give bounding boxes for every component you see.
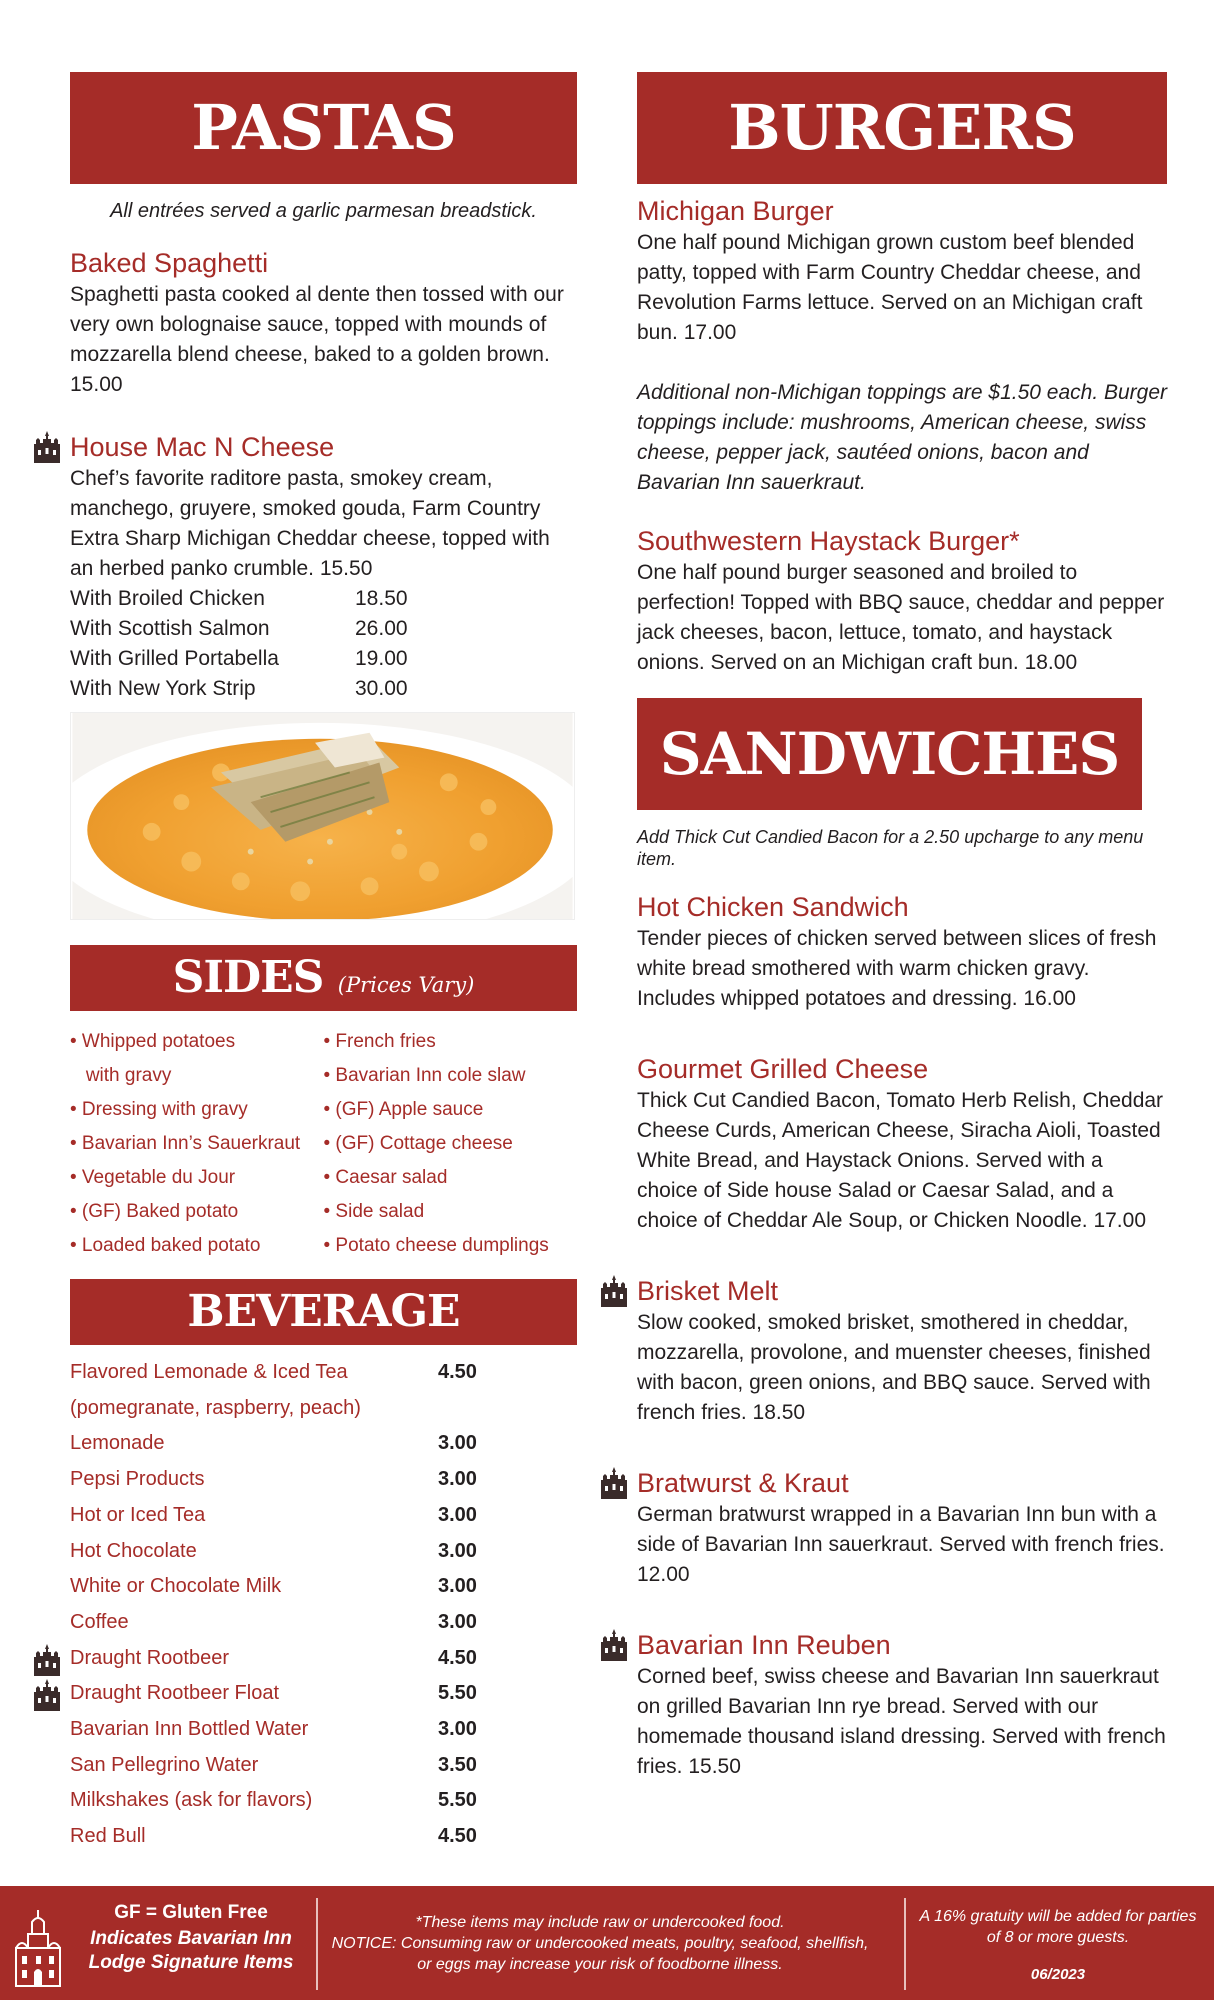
signature-tower-icon	[32, 1678, 62, 1712]
sides-heading: SIDES	[172, 952, 324, 1003]
beverage-row	[70, 1712, 577, 1748]
beverage-name: San Pellegrino Water	[70, 1753, 259, 1776]
beverage-price: 3.00	[438, 1718, 477, 1741]
menu-item	[637, 1466, 1167, 1590]
sides-list	[70, 1025, 577, 1263]
side-item: • Bavarian Inn’s Sauerkraut	[70, 1133, 301, 1154]
beverage-name: Flavored Lemonade & Iced Tea	[70, 1361, 348, 1383]
menu-item	[637, 524, 1167, 678]
beverage-price: 3.00	[438, 1503, 477, 1526]
side-item: • Potato cheese dumplings	[323, 1235, 549, 1256]
beverage-row	[70, 1641, 577, 1677]
item-description: One half pound Michigan grown custom beef blended patty, topped with Farm Country Cheddar cheese, and Revolution Farms lettuce. Served on an Michigan craft bun. 17.00	[637, 231, 1143, 344]
beverage-price: 3.00	[438, 1432, 477, 1455]
item-title-southwestern-haystack-burger: Southwestern Haystack Burger*	[637, 526, 1020, 556]
pastas-note: All entrées served a garlic parmesan breadstick.	[110, 200, 537, 222]
addon-row	[70, 584, 577, 614]
beverage-name: Milkshakes (ask for flavors)	[70, 1789, 313, 1812]
beverage-list	[70, 1355, 577, 1855]
beverage-row	[70, 1391, 577, 1427]
sides-heading-bar	[70, 945, 577, 1011]
mac-addons-list	[70, 584, 577, 704]
beverage-name: (pomegranate, raspberry, peach)	[70, 1396, 361, 1419]
beverage-price: 5.50	[438, 1682, 477, 1705]
beverage-name: Coffee	[70, 1610, 129, 1633]
beverage-row	[70, 1676, 577, 1712]
footer-gratuity-block	[918, 1906, 1198, 1985]
side-item: with gravy	[70, 1065, 172, 1086]
addon-price: 18.50	[355, 587, 408, 610]
side-item: • (GF) Apple sauce	[323, 1099, 484, 1120]
beverage-name: Bavarian Inn Bottled Water	[70, 1718, 309, 1741]
footer-legend	[76, 1898, 306, 1975]
beverage-row	[70, 1783, 577, 1819]
beverage-row	[70, 1569, 577, 1605]
beverage-price: 5.50	[438, 1789, 477, 1812]
item-title-michigan-burger: Michigan Burger	[637, 196, 834, 226]
sides-left-column	[70, 1025, 324, 1263]
signature-tower-icon	[599, 1274, 629, 1308]
beverage-price: 4.50	[438, 1646, 477, 1669]
signature-tower-icon	[32, 1643, 62, 1677]
sides-subheading: (Prices Vary)	[337, 973, 475, 997]
beverage-price: 4.50	[438, 1361, 477, 1383]
item-title-baked-spaghetti: Baked Spaghetti	[70, 248, 269, 278]
bavarian-inn-logo-icon	[12, 1908, 64, 1988]
beverage-row	[70, 1498, 577, 1534]
item-description: Chef’s favorite raditore pasta, smokey cream, manchego, gruyere, smoked gouda, Farm Country Extra Sharp Michigan Cheddar cheese, topped with an herbed panko crumble. 15.50	[70, 467, 550, 580]
menu-item	[637, 194, 1167, 348]
beverage-name: Pepsi Products	[70, 1468, 205, 1491]
side-item: • Loaded baked potato	[70, 1235, 261, 1256]
side-item: • Side salad	[323, 1201, 425, 1222]
beverage-name: Red Bull	[70, 1825, 146, 1848]
item-description: Spaghetti pasta cooked al dente then tossed with our very own bolognaise sauce, topped with mounds of mozzarella blend cheese, baked to a golden brown. 15.00	[70, 283, 564, 396]
beverage-row	[70, 1605, 577, 1641]
side-item: • Vegetable du Jour	[70, 1167, 236, 1188]
menu-item	[637, 1052, 1167, 1236]
signature-tower-icon	[599, 1466, 629, 1500]
addon-price: 19.00	[355, 647, 408, 670]
side-item: • Dressing with gravy	[70, 1099, 248, 1120]
gf-legend: GF = Gluten Free	[114, 1902, 268, 1923]
menu-item	[70, 430, 577, 584]
beverage-row	[70, 1355, 577, 1391]
addon-name: With New York Strip	[70, 677, 256, 700]
item-title-bavarian-inn-reuben: Bavarian Inn Reuben	[637, 1630, 891, 1660]
beverage-row	[70, 1819, 577, 1855]
side-item: • (GF) Baked potato	[70, 1201, 239, 1222]
footer-bar	[0, 1886, 1214, 2000]
addon-price: 26.00	[355, 617, 408, 640]
beverage-name: White or Chocolate Milk	[70, 1575, 282, 1598]
item-title-bratwurst-kraut: Bratwurst & Kraut	[637, 1468, 849, 1498]
beverage-name: Draught Rootbeer Float	[70, 1682, 280, 1705]
footer-divider	[904, 1898, 906, 1990]
sandwiches-heading: SANDWICHES	[637, 698, 1142, 810]
sandwiches-note: Add Thick Cut Candied Bacon for a 2.50 upcharge to any menu item.	[637, 827, 1144, 869]
beverage-price: 3.00	[438, 1468, 477, 1491]
footer-divider	[316, 1898, 318, 1990]
menu-date: 06/2023	[1030, 1966, 1086, 1983]
item-description: Corned beef, swiss cheese and Bavarian Inn sauerkraut on grilled Bavarian Inn rye bread. Served with our homemade thousand island dressing. Served with french fries. 15.50	[637, 1665, 1166, 1778]
footer-notice	[330, 1912, 870, 1975]
side-item: • French fries	[323, 1031, 436, 1052]
menu-item	[637, 1628, 1167, 1782]
sides-right-column	[324, 1025, 578, 1263]
burgers-heading: BURGERS	[637, 72, 1167, 184]
raw-food-note: *These items may include raw or undercooked food.	[415, 1914, 785, 1931]
item-title-brisket-melt: Brisket Melt	[637, 1276, 779, 1306]
addon-name: With Grilled Portabella	[70, 647, 279, 670]
item-title-hot-chicken-sandwich: Hot Chicken Sandwich	[637, 892, 909, 922]
item-title-house-mac-n-cheese: House Mac N Cheese	[70, 432, 335, 462]
menu-item	[70, 246, 577, 400]
addon-name: With Broiled Chicken	[70, 587, 265, 610]
side-item: • Whipped potatoes	[70, 1031, 236, 1052]
menu-item	[637, 890, 1167, 1014]
side-item: • Bavarian Inn cole slaw	[323, 1065, 526, 1086]
beverage-row	[70, 1748, 577, 1784]
item-description: One half pound burger seasoned and broiled to perfection! Topped with BBQ sauce, cheddar and pepper jack cheeses, bacon, lettuce, tomato, and haystack onions. Served on an Michigan craft bun. 18.00	[637, 561, 1165, 674]
item-title-gourmet-grilled-cheese: Gourmet Grilled Cheese	[637, 1054, 929, 1084]
signature-tower-icon	[32, 430, 62, 464]
gratuity-note: A 16% gratuity will be added for parties of 8 or more guests.	[919, 1908, 1197, 1946]
side-item: • Caesar salad	[323, 1167, 448, 1188]
right-column	[637, 72, 1167, 1782]
pastas-heading: PASTAS	[70, 72, 577, 184]
beverage-name: Lemonade	[70, 1432, 165, 1455]
foodborne-notice: NOTICE: Consuming raw or undercooked meats, poultry, seafood, shellfish, or eggs may increase your risk of foodborne illness.	[331, 1935, 869, 1973]
beverage-name: Hot Chocolate	[70, 1539, 197, 1562]
left-column	[70, 72, 577, 1855]
mac-n-cheese-photo	[70, 712, 575, 920]
burger-toppings-note: Additional non-Michigan toppings are $1.50 each. Burger toppings include: mushrooms, American cheese, swiss cheese, pepper jack, sautéed onions, bacon and Bavarian Inn sauerkraut.	[637, 381, 1168, 494]
item-description: Slow cooked, smoked brisket, smothered in cheddar, mozzarella, provolone, and muenster cheeses, finished with bacon, green onions, and BBQ sauce. Served with french fries. 18.50	[637, 1311, 1151, 1424]
addon-row	[70, 614, 577, 644]
addon-row	[70, 644, 577, 674]
beverage-price: 4.50	[438, 1825, 477, 1848]
signature-legend: Indicates Bavarian Inn Lodge Signature Items	[88, 1928, 294, 1973]
beverage-price: 3.00	[438, 1575, 477, 1598]
beverage-heading: BEVERAGE	[70, 1279, 577, 1345]
beverage-name: Hot or Iced Tea	[70, 1503, 206, 1526]
item-description: Thick Cut Candied Bacon, Tomato Herb Relish, Cheddar Cheese Curds, American Cheese, Siracha Aioli, Toasted White Bread, and Haystack Onions. Served with a choice of Side house Salad or Caesar Salad, and a choice of Cheddar Ale Soup, or Chicken Noodle. 17.00	[637, 1089, 1164, 1232]
beverage-row	[70, 1426, 577, 1462]
menu-item	[637, 1274, 1167, 1428]
item-description: Tender pieces of chicken served between slices of fresh white bread smothered with warm chicken gravy. Includes whipped potatoes and dressing. 16.00	[637, 927, 1157, 1010]
addon-row	[70, 674, 577, 704]
addon-name: With Scottish Salmon	[70, 617, 270, 640]
beverage-name: Draught Rootbeer	[70, 1646, 229, 1669]
signature-tower-icon	[599, 1628, 629, 1662]
beverage-price: 3.50	[438, 1753, 477, 1776]
beverage-price: 3.00	[438, 1539, 477, 1562]
beverage-row	[70, 1534, 577, 1570]
side-item: • (GF) Cottage cheese	[323, 1133, 513, 1154]
item-description: German bratwurst wrapped in a Bavarian Inn bun with a side of Bavarian Inn sauerkraut. Served with french fries. 12.00	[637, 1503, 1165, 1586]
beverage-price: 3.00	[438, 1610, 477, 1633]
addon-price: 30.00	[355, 677, 408, 700]
beverage-row	[70, 1462, 577, 1498]
